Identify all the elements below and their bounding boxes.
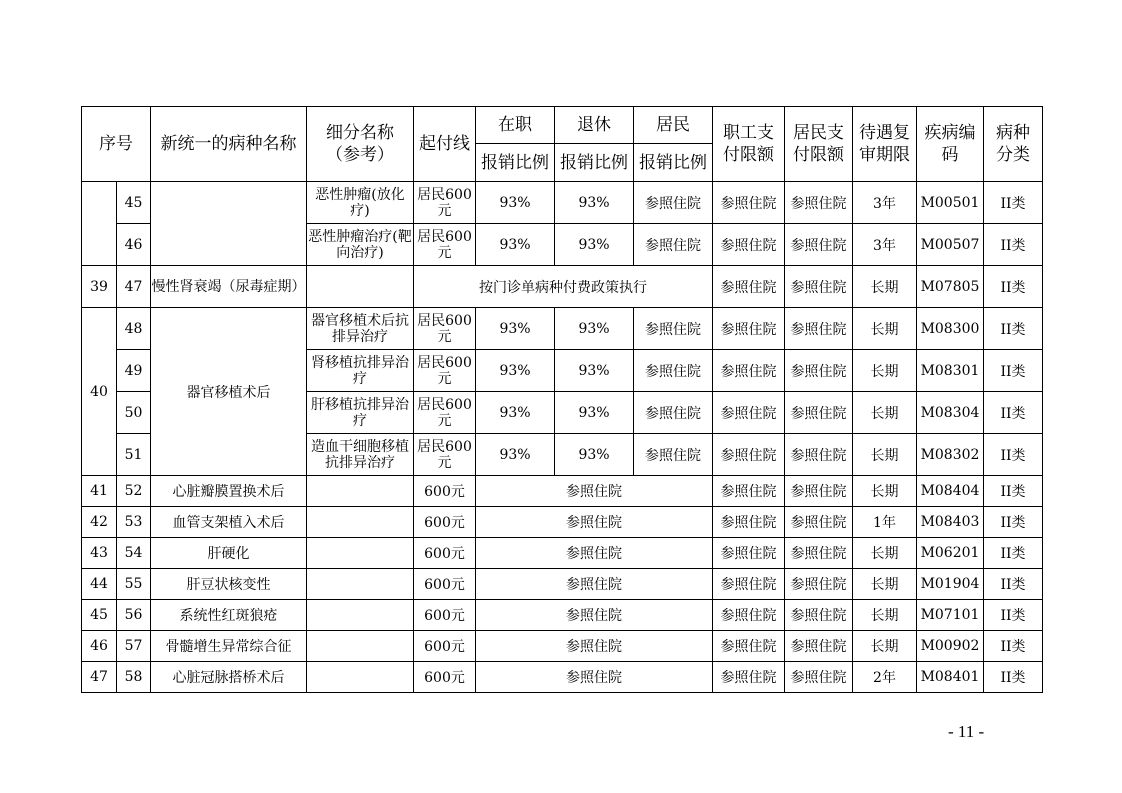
- row-retired: 93%: [555, 308, 634, 350]
- row-code: M01904: [917, 569, 984, 600]
- row-sub: [307, 507, 414, 538]
- header-class-line1: 病种: [996, 123, 1030, 143]
- header-res-limit-line1: 居民支: [793, 123, 844, 143]
- row-no: 43: [82, 538, 117, 569]
- row-threshold: 居民600元: [414, 182, 476, 224]
- row-code: M08404: [917, 476, 984, 507]
- row-code: M07805: [917, 266, 984, 308]
- row-res-limit: 参照住院: [785, 434, 853, 476]
- row-res-limit: 参照住院: [785, 392, 853, 434]
- row-review: 长期: [853, 569, 917, 600]
- row-review: 长期: [853, 308, 917, 350]
- row-resident: 参照住院: [634, 392, 713, 434]
- row-code: M08401: [917, 662, 984, 693]
- row-threshold: 600元: [414, 507, 476, 538]
- row-review: 长期: [853, 392, 917, 434]
- header-code-line1: 疾病编: [924, 123, 976, 143]
- row-res-limit: 参照住院: [785, 266, 853, 308]
- header-retired: 退休: [555, 107, 634, 144]
- row-review: 长期: [853, 476, 917, 507]
- header-res-limit-line2: 付限额: [793, 145, 844, 165]
- row-no: 46: [82, 631, 117, 662]
- row-res-limit: 参照住院: [785, 182, 853, 224]
- header-resident: 居民: [634, 107, 713, 144]
- row-threshold: 600元: [414, 631, 476, 662]
- row-idx: 46: [117, 224, 151, 266]
- row-idx: 50: [117, 392, 151, 434]
- table-row: [82, 308, 1043, 350]
- row-merged-ratio: 参照住院: [476, 600, 713, 631]
- header-emp-limit-line2: 付限额: [723, 145, 774, 165]
- row-idx: 53: [117, 507, 151, 538]
- row-name: 肝硬化: [151, 538, 307, 569]
- row-sub: [307, 538, 414, 569]
- row-retired: 93%: [555, 434, 634, 476]
- row-emp-limit: 参照住院: [713, 350, 785, 392]
- row-res-limit: 参照住院: [785, 476, 853, 507]
- row-no: 47: [82, 662, 117, 693]
- header-seq: 序号: [82, 107, 151, 182]
- table-row: [82, 538, 1043, 569]
- row-class: II类: [984, 308, 1043, 350]
- row-class: II类: [984, 182, 1043, 224]
- row-sub: 肾移植抗排异治疗: [307, 350, 414, 392]
- row-sub-empty: [307, 266, 414, 308]
- row-threshold: 居民600元: [414, 434, 476, 476]
- header-employed-ratio: 报销比例: [476, 144, 555, 182]
- row-idx: 57: [117, 631, 151, 662]
- row-merged-ratio: 参照住院: [476, 631, 713, 662]
- row-no: 39: [82, 266, 117, 308]
- row-res-limit: 参照住院: [785, 507, 853, 538]
- row-threshold: 600元: [414, 538, 476, 569]
- row-idx: 47: [117, 266, 151, 308]
- row-sub: 器官移植术后抗排异治疗: [307, 308, 414, 350]
- row-code: M08301: [917, 350, 984, 392]
- row-idx: 52: [117, 476, 151, 507]
- row-sub: [307, 476, 414, 507]
- row-class: II类: [984, 507, 1043, 538]
- row-name: 肝豆状核变性: [151, 569, 307, 600]
- table-row: [82, 476, 1043, 507]
- row-name: 心脏冠脉搭桥术后: [151, 662, 307, 693]
- row-retired: 93%: [555, 392, 634, 434]
- disease-table: [81, 106, 1043, 693]
- row-merged-ratio: 参照住院: [476, 507, 713, 538]
- row-threshold: 600元: [414, 569, 476, 600]
- row-no: 44: [82, 569, 117, 600]
- row-class: II类: [984, 538, 1043, 569]
- row-no: 41: [82, 476, 117, 507]
- row-merged-ratio: 参照住院: [476, 662, 713, 693]
- row-idx: 58: [117, 662, 151, 693]
- row-idx: 45: [117, 182, 151, 224]
- row-no: [82, 182, 117, 266]
- row-threshold: 600元: [414, 662, 476, 693]
- row-name: [151, 182, 307, 266]
- row-code: M00501: [917, 182, 984, 224]
- row-sub: [307, 631, 414, 662]
- header-code-line2: 码: [941, 145, 959, 165]
- header-res-limit: [785, 107, 853, 182]
- row-res-limit: 参照住院: [785, 538, 853, 569]
- row-employed: 93%: [476, 224, 555, 266]
- row-idx: 54: [117, 538, 151, 569]
- row-idx: 49: [117, 350, 151, 392]
- row-name: 系统性红斑狼疮: [151, 600, 307, 631]
- row-res-limit: 参照住院: [785, 569, 853, 600]
- row-code: M08300: [917, 308, 984, 350]
- row-sub: 恶性肿瘤(放化疗): [307, 182, 414, 224]
- row-code: M06201: [917, 538, 984, 569]
- row-emp-limit: 参照住院: [713, 266, 785, 308]
- row-code: M00507: [917, 224, 984, 266]
- table-row: [82, 631, 1043, 662]
- row-emp-limit: 参照住院: [713, 662, 785, 693]
- row-threshold: 居民600元: [414, 224, 476, 266]
- row-idx: 48: [117, 308, 151, 350]
- row-name: 心脏瓣膜置换术后: [151, 476, 307, 507]
- table-row: [82, 600, 1043, 631]
- row-sub: [307, 600, 414, 631]
- row-class: II类: [984, 350, 1043, 392]
- header-code: [917, 107, 984, 182]
- row-no: 40: [82, 308, 117, 476]
- row-class: II类: [984, 434, 1043, 476]
- header-retired-ratio: 报销比例: [555, 144, 634, 182]
- row-idx: 51: [117, 434, 151, 476]
- row-threshold: 居民600元: [414, 308, 476, 350]
- row-class: II类: [984, 392, 1043, 434]
- row-emp-limit: 参照住院: [713, 182, 785, 224]
- row-class: II类: [984, 224, 1043, 266]
- row-emp-limit: 参照住院: [713, 569, 785, 600]
- header-employed: 在职: [476, 107, 555, 144]
- row-sub: [307, 662, 414, 693]
- row-code: M07101: [917, 600, 984, 631]
- row-review: 长期: [853, 538, 917, 569]
- row-class: II类: [984, 600, 1043, 631]
- row-review: 长期: [853, 434, 917, 476]
- row-resident: 参照住院: [634, 224, 713, 266]
- row-res-limit: 参照住院: [785, 308, 853, 350]
- row-merged-ratio: 参照住院: [476, 569, 713, 600]
- row-emp-limit: 参照住院: [713, 476, 785, 507]
- header-name: 新统一的病种名称: [151, 107, 307, 182]
- row-review: 3年: [853, 182, 917, 224]
- row-name: 骨髓增生异常综合征: [151, 631, 307, 662]
- header-review-line1: 待遇复: [859, 123, 910, 143]
- row-res-limit: 参照住院: [785, 224, 853, 266]
- row-threshold: 居民600元: [414, 392, 476, 434]
- row-res-limit: 参照住院: [785, 631, 853, 662]
- row-review: 3年: [853, 224, 917, 266]
- row-code: M00902: [917, 631, 984, 662]
- header-emp-limit: [713, 107, 785, 182]
- row-class: II类: [984, 476, 1043, 507]
- row-code: M08304: [917, 392, 984, 434]
- row-class: II类: [984, 631, 1043, 662]
- row-res-limit: 参照住院: [785, 662, 853, 693]
- header-class: [984, 107, 1043, 182]
- row-emp-limit: 参照住院: [713, 538, 785, 569]
- row-retired: 93%: [555, 182, 634, 224]
- table-row: [82, 662, 1043, 693]
- row-emp-limit: 参照住院: [713, 308, 785, 350]
- row-emp-limit: 参照住院: [713, 631, 785, 662]
- row-resident: 参照住院: [634, 350, 713, 392]
- header-review-line2: 审期限: [859, 145, 910, 165]
- table-row: [82, 569, 1043, 600]
- row-review: 长期: [853, 350, 917, 392]
- header-emp-limit-line1: 职工支: [723, 123, 774, 143]
- row-employed: 93%: [476, 434, 555, 476]
- row-threshold: 居民600元: [414, 350, 476, 392]
- row-review: 长期: [853, 266, 917, 308]
- header-threshold: 起付线: [414, 107, 476, 182]
- page-number: - 11 -: [948, 722, 985, 741]
- row-emp-limit: 参照住院: [713, 507, 785, 538]
- row-name: 慢性肾衰竭（尿毒症期）: [151, 266, 307, 308]
- row-sub: [307, 569, 414, 600]
- row-emp-limit: 参照住院: [713, 224, 785, 266]
- row-resident: 参照住院: [634, 308, 713, 350]
- row-review: 长期: [853, 600, 917, 631]
- row-merged-policy: 按门诊单病种付费政策执行: [414, 266, 713, 308]
- row-merged-ratio: 参照住院: [476, 538, 713, 569]
- row-res-limit: 参照住院: [785, 350, 853, 392]
- header-sub-line1: 细分名称: [326, 123, 394, 143]
- header-sub-line2: （参考）: [326, 145, 394, 165]
- header-sub: [307, 107, 414, 182]
- row-code: M08302: [917, 434, 984, 476]
- table-row: [82, 266, 1043, 308]
- row-emp-limit: 参照住院: [713, 600, 785, 631]
- table-row: [82, 182, 1043, 224]
- row-idx: 56: [117, 600, 151, 631]
- row-review: 长期: [853, 631, 917, 662]
- row-threshold: 600元: [414, 476, 476, 507]
- row-emp-limit: 参照住院: [713, 392, 785, 434]
- header-resident-ratio: 报销比例: [634, 144, 713, 182]
- row-class: II类: [984, 662, 1043, 693]
- row-name: 器官移植术后: [151, 308, 307, 476]
- row-employed: 93%: [476, 350, 555, 392]
- row-no: 45: [82, 600, 117, 631]
- row-retired: 93%: [555, 224, 634, 266]
- row-threshold: 600元: [414, 600, 476, 631]
- row-employed: 93%: [476, 182, 555, 224]
- table-row: [82, 507, 1043, 538]
- row-sub: 恶性肿瘤治疗(靶向治疗): [307, 224, 414, 266]
- row-review: 1年: [853, 507, 917, 538]
- row-retired: 93%: [555, 350, 634, 392]
- row-no: 42: [82, 507, 117, 538]
- row-merged-ratio: 参照住院: [476, 476, 713, 507]
- row-employed: 93%: [476, 392, 555, 434]
- row-class: II类: [984, 266, 1043, 308]
- row-emp-limit: 参照住院: [713, 434, 785, 476]
- row-idx: 55: [117, 569, 151, 600]
- header-class-line2: 分类: [996, 145, 1030, 165]
- row-resident: 参照住院: [634, 182, 713, 224]
- row-res-limit: 参照住院: [785, 600, 853, 631]
- row-employed: 93%: [476, 308, 555, 350]
- row-sub: 肝移植抗排异治疗: [307, 392, 414, 434]
- row-class: II类: [984, 569, 1043, 600]
- row-resident: 参照住院: [634, 434, 713, 476]
- header-review: [853, 107, 917, 182]
- row-code: M08403: [917, 507, 984, 538]
- row-sub: 造血干细胞移植抗排异治疗: [307, 434, 414, 476]
- row-review: 2年: [853, 662, 917, 693]
- row-name: 血管支架植入术后: [151, 507, 307, 538]
